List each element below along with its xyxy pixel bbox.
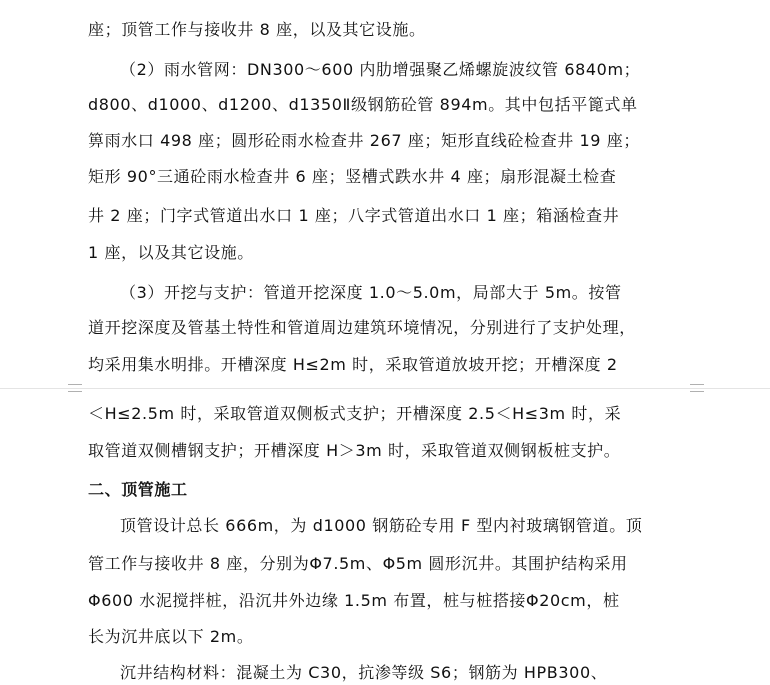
text-line: 座；顶管工作与接收井 8 座，以及其它设施。 (88, 20, 426, 39)
text-line: 箅雨水口 498 座；圆形砼雨水检查井 267 座；矩形直线砼检查井 19 座； (88, 131, 640, 150)
text-line: ＜H≤2.5m 时，采取管道双侧板式支护；开槽深度 2.5＜H≤3m 时，采 (88, 404, 622, 423)
left-margin-marker-icon (68, 384, 82, 392)
paragraph-excavation-line: （3）开挖与支护：管道开挖深度 1.0～5.0m，局部大于 5m。按管 (120, 283, 622, 302)
paragraph-pipe-jacking-line: 顶管设计总长 666m，为 d1000 钢筋砼专用 F 型内衬玻璃钢管道。顶 (120, 516, 643, 535)
text-line: d800、d1000、d1200、d1350Ⅱ级钢筋砼管 894m。其中包括平篦式单 (88, 95, 638, 114)
section-heading: 二、顶管施工 (88, 480, 188, 499)
text-line: 井 2 座；门字式管道出水口 1 座；八字式管道出水口 1 座；箱涵检查井 (88, 206, 620, 225)
text-line: 道开挖深度及管基土特性和管道周边建筑环境情况，分别进行了支护处理， (88, 318, 636, 337)
paragraph-materials-line: 沉井结构材料：混凝土为 C30，抗渗等级 S6；钢筋为 HPB300、 (120, 663, 608, 682)
right-margin-marker-icon (690, 384, 704, 392)
text-line: 均采用集水明排。开槽深度 H≤2m 时，采取管道放坡开挖；开槽深度 2 (88, 355, 618, 374)
text-line: 取管道双侧槽钢支护；开槽深度 H＞3m 时，采取管道双侧钢板桩支护。 (88, 441, 621, 460)
page-break-line (0, 388, 770, 389)
paragraph-rainwater-network-line: （2）雨水管网：DN300～600 内肋增强聚乙烯螺旋波纹管 6840m； (120, 60, 641, 79)
text-line: 管工作与接收井 8 座，分别为Φ7.5m、Φ5m 圆形沉井。其围护结构采用 (88, 554, 628, 573)
text-line: 矩形 90°三通砼雨水检查井 6 座；竖槽式跌水井 4 座；扇形混凝土检查 (88, 167, 617, 186)
text-line: Φ600 水泥搅拌桩，沿沉井外边缘 1.5m 布置，桩与桩搭接Φ20cm，桩 (88, 591, 620, 610)
text-line: 长为沉井底以下 2m。 (88, 627, 254, 646)
text-line: 1 座，以及其它设施。 (88, 243, 254, 262)
